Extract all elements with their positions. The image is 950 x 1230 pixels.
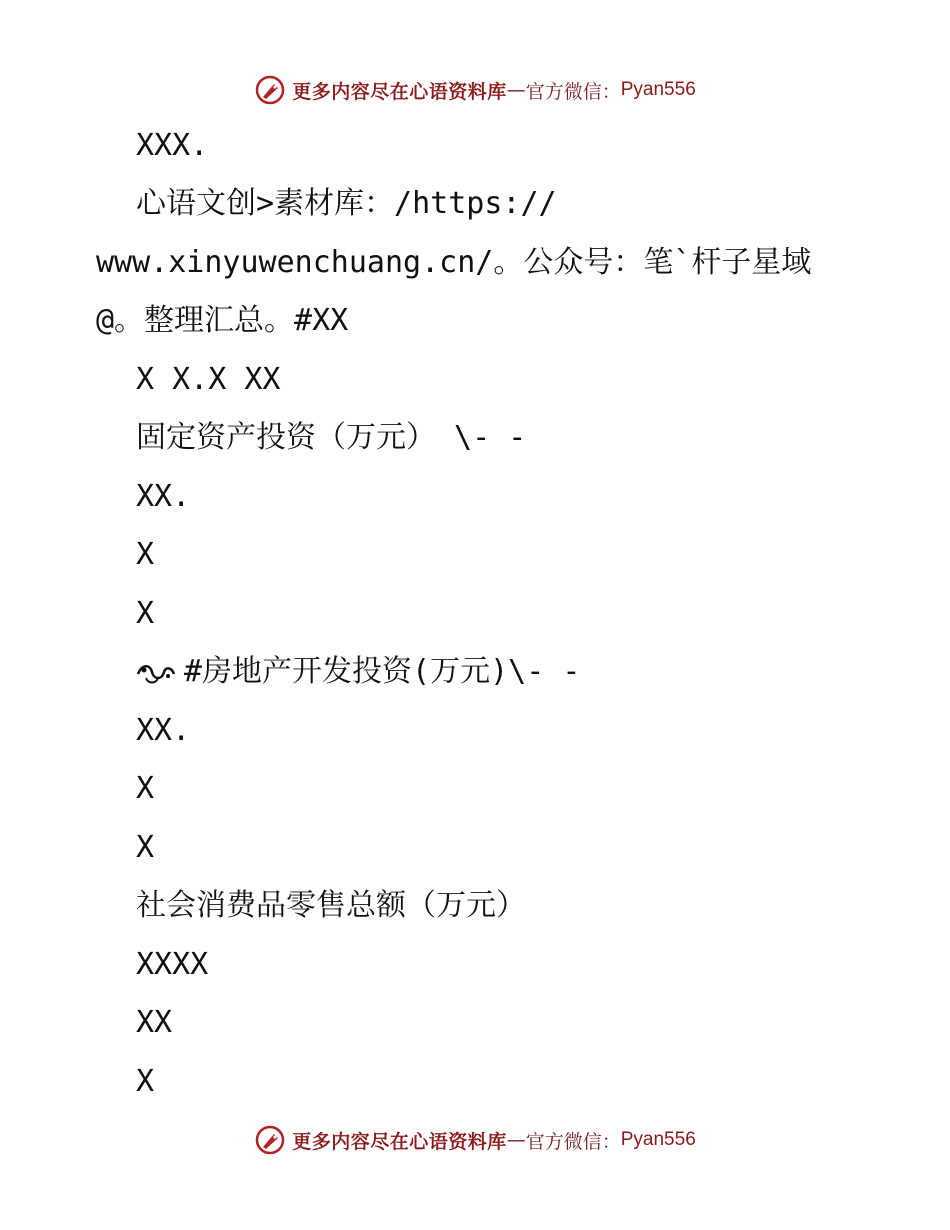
banner-main-text: 更多内容尽在心语资料库 <box>292 1130 507 1153</box>
body-line-3: www.xinyuwenchuang.cn/。公众号：笔`杆子星域 <box>96 245 812 280</box>
body-line-11: XX. <box>136 713 191 748</box>
pen-nib-logo-icon <box>254 74 286 106</box>
banner-wechat-id: Pyan556 <box>620 79 696 100</box>
body-line-1: XXX. <box>136 128 209 163</box>
banner-wechat-label: 官方微信： <box>525 1130 621 1153</box>
body-line-10-text: #房地产开发投资(万元)\- - <box>184 654 581 689</box>
footer-banner <box>0 1120 950 1160</box>
banner-wechat-id: Pyan556 <box>620 1129 696 1150</box>
pen-nib-logo-icon <box>254 1124 286 1156</box>
banner-dash: — <box>506 1129 526 1151</box>
body-line-8: X <box>136 537 155 572</box>
floral-ornament-icon <box>136 660 176 686</box>
banner-dash: — <box>506 79 526 101</box>
body-line-13: X <box>136 830 155 865</box>
body-line-5: X X.X XX <box>136 362 281 397</box>
banner-wechat-label: 官方微信： <box>525 80 621 103</box>
body-line-15: XXXX <box>136 947 209 982</box>
body-line-6: 固定资产投资（万元） \- - <box>136 420 527 455</box>
header-banner <box>0 70 950 110</box>
body-line-10 <box>136 654 580 690</box>
body-line-9: X <box>136 596 155 631</box>
banner-main-text: 更多内容尽在心语资料库 <box>292 80 507 103</box>
body-line-7: XX. <box>136 479 191 514</box>
body-line-17: X <box>136 1064 155 1099</box>
body-line-14: 社会消费品零售总额（万元） <box>136 888 526 923</box>
body-line-16: XX <box>136 1005 173 1040</box>
body-line-12: X <box>136 771 155 806</box>
body-line-4: @。整理汇总。#XX <box>96 303 349 338</box>
body-line-2: 心语文创>素材库：/https:// <box>136 186 557 221</box>
